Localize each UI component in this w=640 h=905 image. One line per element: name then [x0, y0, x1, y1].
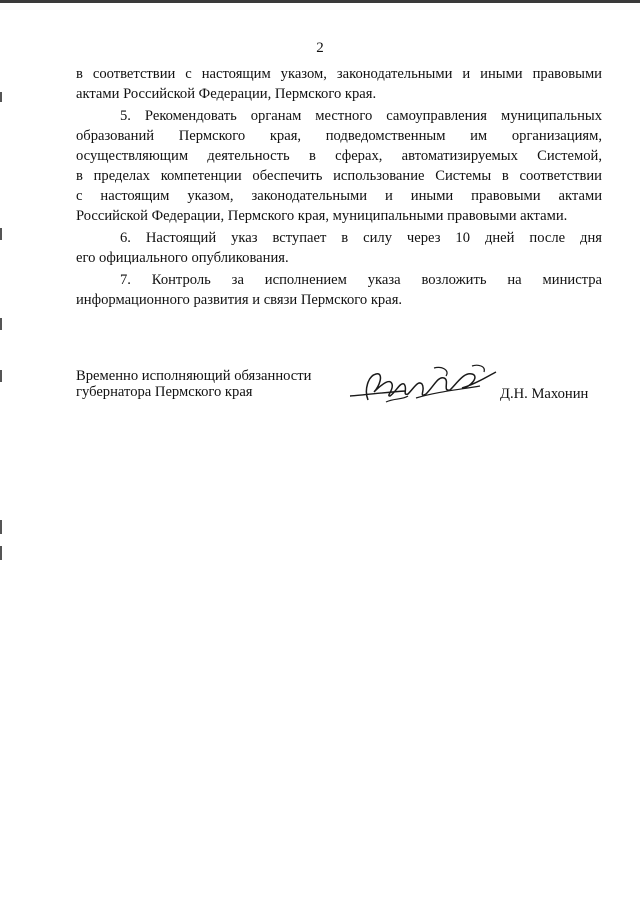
page-number: 2 — [316, 40, 324, 56]
scan-edge-mark — [0, 370, 2, 382]
text-line: осуществляющим деятельность в сферах, автоматизируемых Системой, — [76, 148, 602, 164]
paragraph-continuation — [76, 64, 602, 104]
scan-edge-mark — [0, 228, 2, 240]
signatory-position-line: Временно исполняющий обязанности — [76, 368, 312, 384]
scan-edge-mark — [0, 92, 2, 102]
signatory-position-line: губернатора Пермского края — [76, 384, 253, 400]
scan-edge-mark — [0, 520, 2, 534]
paragraph-7 — [76, 270, 602, 310]
text-line: актами Российской Федерации, Пермского края. — [76, 86, 377, 102]
text-line: с настоящим указом, законодательными и иными правовыми актами — [76, 188, 602, 204]
page-top-border — [0, 0, 640, 3]
handwritten-signature — [346, 362, 506, 410]
signatory-position — [76, 368, 311, 400]
document-body — [76, 64, 602, 312]
text-line: в пределах компетенции обеспечить использование Системы в соответствии — [76, 168, 602, 184]
scan-edge-mark — [0, 318, 2, 330]
text-line: информационного развития и связи Пермского края. — [76, 292, 403, 308]
signatory-name: Д.Н. Махонин — [500, 386, 589, 402]
text-line: образований Пермского края, подведомственным им организациям, — [76, 128, 602, 144]
text-line: его официального опубликования. — [76, 250, 289, 266]
paragraph-5 — [76, 106, 602, 226]
paragraph-6 — [76, 228, 602, 268]
text-line: 5. Рекомендовать органам местного самоуправления муниципальных — [120, 108, 602, 124]
text-line: 7. Контроль за исполнением указа возложить на министра — [120, 272, 602, 288]
text-line: в соответствии с настоящим указом, законодательными и иными правовыми — [76, 66, 602, 82]
text-line: Российской Федерации, Пермского края, муниципальными правовыми актами. — [76, 208, 568, 224]
scan-edge-mark — [0, 546, 2, 560]
text-line: 6. Настоящий указ вступает в силу через 10 дней после дня — [120, 230, 602, 246]
